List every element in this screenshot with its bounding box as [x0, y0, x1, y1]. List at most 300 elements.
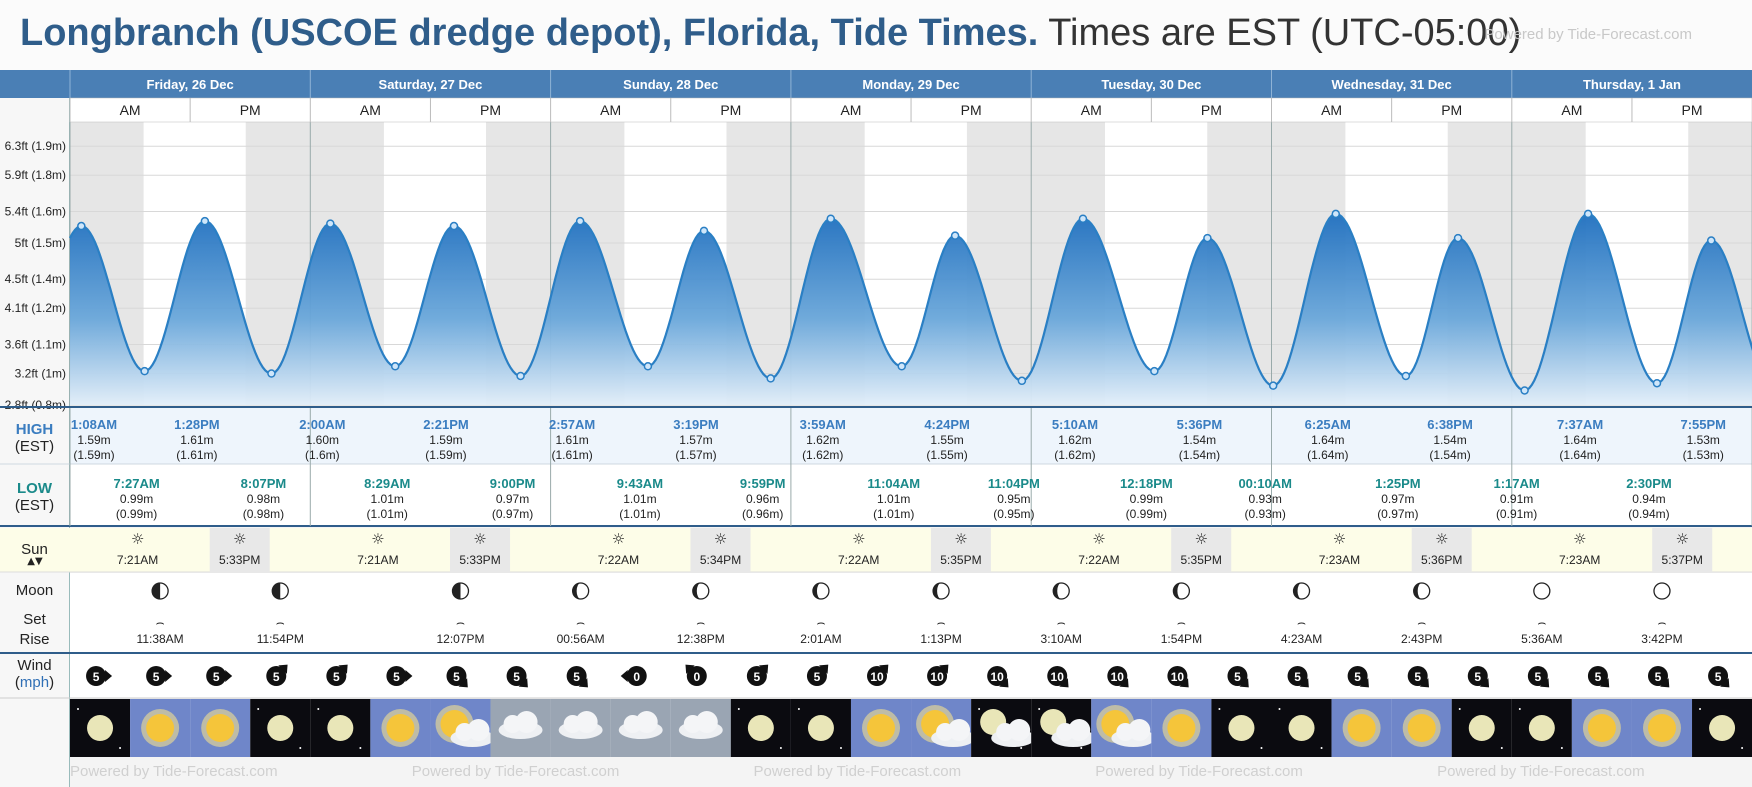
low-height-alt: (0.96m)	[742, 507, 784, 521]
sun-disc	[1648, 714, 1676, 742]
low-row-sublabel: (EST)	[14, 497, 55, 514]
low-height: 0.93m	[1248, 492, 1282, 506]
title-timezone: Times are EST (UTC-05:00)	[1048, 12, 1522, 54]
low-height: 1.01m	[623, 492, 657, 506]
watermark-text-2: Powered by Tide-Forecast.com	[411, 763, 620, 780]
high-time: 3:19PM	[673, 417, 719, 432]
star	[317, 708, 319, 710]
sunset-icon: ☼	[954, 530, 968, 548]
low-tide-point	[1018, 377, 1025, 384]
weather-icon-cloud	[491, 699, 551, 757]
star	[1038, 708, 1040, 710]
high-tide-point	[1708, 237, 1715, 244]
low-tide-point	[1402, 372, 1409, 379]
y-tick-label: 4.5ft (1.4m)	[4, 272, 66, 287]
wind-speed: 5	[573, 670, 580, 684]
weather-icon-sun	[130, 699, 190, 757]
weather-icon-moon	[250, 699, 310, 757]
ampm-label: PM	[480, 102, 502, 118]
low-time: 9:43AM	[616, 476, 664, 491]
moon-phase-icon	[933, 583, 949, 599]
weather-icon-moon	[731, 699, 791, 757]
star	[1020, 747, 1022, 749]
sun-disc	[1167, 714, 1195, 742]
low-tide-point	[392, 363, 399, 370]
low-tide-point	[1521, 387, 1528, 394]
ampm-label: AM	[600, 102, 622, 118]
weather-icon-cloud	[671, 699, 731, 757]
high-height-alt: (1.61m)	[551, 448, 593, 462]
ampm-label: PM	[960, 102, 982, 118]
weather-icon-sun-cloud	[911, 699, 975, 757]
high-time: 5:10AM	[1051, 417, 1099, 432]
cloud-puff	[636, 711, 658, 733]
sunrise-time: 7:22AM	[1078, 553, 1120, 567]
cloud-puff	[467, 719, 489, 741]
star	[1261, 747, 1263, 749]
wind-speed: 10	[930, 670, 944, 684]
sunset-time: 5:33PM	[219, 553, 261, 567]
moon-phase-icon	[1534, 583, 1550, 599]
weather-icon-cloud	[551, 699, 611, 757]
high-height: 1.59m	[429, 433, 463, 447]
star	[1459, 708, 1461, 710]
moon-disc	[808, 715, 834, 741]
sun-disc	[1408, 714, 1436, 742]
high-time: 2:00AM	[299, 417, 346, 432]
high-height: 1.57m	[679, 433, 713, 447]
watermark-text-1: Powered by Tide-Forecast.com	[70, 763, 278, 780]
low-height-alt: (0.95m)	[993, 507, 1035, 521]
day-label: Monday, 29 Dec	[862, 77, 960, 92]
cloud-puff	[516, 711, 538, 733]
sunset-icon: ☼	[1194, 530, 1208, 548]
high-tide-point	[577, 218, 584, 225]
star	[1080, 747, 1082, 749]
low-height-alt: (1.01m)	[366, 507, 408, 521]
low-tide-point	[767, 375, 774, 382]
moonrise-time: 12:07PM	[436, 632, 485, 646]
ampm-label: AM	[1561, 102, 1583, 118]
high-time: 1:28PM	[174, 417, 220, 432]
sunrise-icon: ☼	[130, 530, 145, 548]
moonrise-time: 4:23AM	[1280, 632, 1323, 646]
low-height: 0.95m	[997, 492, 1031, 506]
high-time: 1:08AM	[70, 417, 118, 432]
high-height-alt: (1.57m)	[675, 448, 717, 462]
weather-icon-sun-cloud	[1091, 699, 1155, 757]
low-time: 11:04PM	[987, 476, 1040, 491]
ampm-label: PM	[720, 102, 742, 118]
day-label: Thursday, 1 Jan	[1582, 77, 1681, 92]
moon-disc	[327, 715, 353, 741]
star	[840, 747, 842, 749]
moon-disc	[1534, 583, 1550, 599]
moon-disc	[748, 715, 774, 741]
star	[1321, 747, 1323, 749]
star	[1561, 747, 1563, 749]
weather-icon-moon-cloud	[1031, 699, 1095, 757]
ampm-label: AM	[840, 102, 862, 118]
wind-speed: 5	[393, 670, 400, 684]
watermark-text-5: Powered by Tide-Forecast.com	[1437, 763, 1645, 780]
cloud-puff	[696, 711, 718, 733]
low-height: 0.99m	[1129, 492, 1164, 506]
moonrise-time: 11:54PM	[256, 632, 304, 646]
high-tide-point	[1079, 215, 1086, 222]
sunrise-icon: ☼	[1572, 530, 1587, 548]
y-tick-label: 2.8ft (0.8m)	[4, 398, 66, 412]
high-height-alt: (1.6m)	[304, 448, 340, 462]
low-time: 7:27AM	[113, 476, 160, 491]
y-tick-label: 6.3ft (1.9m)	[4, 139, 66, 154]
high-height-alt: (1.55m)	[926, 448, 968, 462]
high-height-alt: (1.53m)	[1682, 448, 1724, 462]
sunrise-time: 7:21AM	[357, 553, 399, 567]
tide-chart	[0, 70, 1752, 763]
weather-icon-sun	[1572, 699, 1632, 757]
weather-icon-moon	[1692, 699, 1752, 757]
low-time: 9:00PM	[489, 476, 536, 491]
sunrise-icon: ☼	[851, 530, 866, 548]
low-time: 8:29AM	[364, 476, 411, 491]
star	[119, 747, 121, 749]
low-height-alt: (0.97m)	[1377, 507, 1419, 521]
weather-icon-moon	[1272, 699, 1332, 757]
wind-speed: 5	[1354, 670, 1361, 684]
low-height-alt: (0.98m)	[242, 507, 285, 521]
cloud-puff	[1068, 719, 1090, 741]
star	[77, 708, 79, 710]
y-tick-label: 3.2ft (1m)	[14, 366, 66, 381]
moon-row-bg	[70, 573, 1752, 653]
high-height: 1.54m	[1433, 433, 1467, 447]
high-height-alt: (1.64m)	[1307, 448, 1349, 462]
moonrise-time: 2:01AM	[800, 632, 842, 646]
high-tide-point	[1455, 235, 1462, 242]
weather-icon-moon	[70, 699, 130, 757]
wind-speed: 5	[1714, 670, 1722, 684]
ampm-label: AM	[1321, 102, 1343, 118]
wind-speed: 5	[92, 670, 100, 684]
low-height: 1.01m	[370, 492, 404, 506]
weather-icon-moon	[1512, 699, 1572, 757]
low-tide-point	[644, 363, 651, 370]
high-tide-point	[450, 223, 457, 230]
high-height-alt: (1.59m)	[73, 448, 115, 462]
low-height: 0.98m	[246, 492, 281, 506]
low-time: 11:04AM	[867, 476, 921, 491]
star	[1741, 747, 1743, 749]
sun-disc	[867, 714, 895, 742]
cloud-puff	[948, 719, 970, 741]
high-height-alt: (1.62m)	[802, 448, 844, 462]
wind-speed: 10	[1050, 670, 1064, 684]
wind-row-label: Wind	[17, 657, 52, 674]
sun-disc	[386, 714, 414, 742]
high-time: 7:55PM	[1680, 417, 1727, 432]
moonrise-icon: ⌢	[1176, 615, 1186, 631]
moon-phase-icon	[1173, 583, 1189, 599]
sunset-icon: ☼	[1675, 530, 1689, 548]
low-height: 0.97m	[1381, 492, 1415, 506]
star	[299, 747, 301, 749]
header	[0, 0, 1752, 70]
moonrise-time: 5:36AM	[1521, 632, 1563, 646]
wind-speed: 10	[1170, 670, 1185, 684]
star	[1218, 708, 1220, 710]
moon-disc	[1289, 715, 1315, 741]
weather-icon-sun	[851, 699, 911, 757]
high-height: 1.62m	[1058, 433, 1092, 447]
day-label: Tuesday, 30 Dec	[1101, 77, 1202, 92]
moonrise-icon: ⌢	[1537, 615, 1547, 631]
ampm-label: PM	[1681, 102, 1703, 118]
low-time: 00:10AM	[1238, 476, 1292, 491]
day-label: Saturday, 27 Dec	[378, 77, 483, 92]
sunset-time: 5:33PM	[459, 553, 501, 567]
wind-speed: 5	[813, 670, 821, 684]
weather-icon-sun	[370, 699, 430, 757]
moonrise-icon: ⌢	[1296, 615, 1307, 631]
moon-phase-icon	[152, 583, 168, 599]
moonrise-time: 11:38AM	[136, 632, 184, 646]
low-height: 0.94m	[1632, 492, 1666, 506]
low-time: 9:59PM	[739, 476, 786, 491]
high-time: 4:24PM	[924, 417, 970, 432]
wind-speed: 10	[990, 670, 1004, 684]
moonrise-time: 00:56AM	[556, 632, 605, 646]
weather-icon-sun	[190, 699, 250, 757]
ampm-label: PM	[1200, 102, 1222, 118]
star	[1699, 708, 1701, 710]
low-tide-point	[141, 368, 148, 375]
wind-speed: 5	[753, 670, 761, 684]
moon-disc	[267, 715, 293, 741]
ampm-label: AM	[1080, 102, 1102, 118]
weather-icon-sun	[1151, 699, 1211, 757]
low-time: 12:18PM	[1119, 476, 1173, 491]
watermark-text-4: Powered by Tide-Forecast.com	[1095, 763, 1303, 780]
sunrise-time: 7:23AM	[1559, 553, 1601, 567]
low-height-alt: (1.01m)	[619, 507, 661, 521]
low-height-alt: (0.94m)	[1628, 507, 1670, 521]
sunrise-time: 7:22AM	[838, 553, 880, 567]
day-label: Wednesday, 31 Dec	[1331, 77, 1452, 92]
moon-phase-icon	[1053, 583, 1069, 599]
weather-icon-sun	[1332, 699, 1392, 757]
moon-phase-icon	[272, 583, 288, 599]
wind-speed: 5	[453, 670, 460, 684]
weather-icon-cloud	[611, 699, 671, 757]
sunset-time: 5:34PM	[699, 553, 742, 567]
star	[738, 708, 740, 710]
moonrise-icon: ⌢	[576, 615, 586, 631]
y-tick-label: 5.9ft (1.8m)	[4, 168, 66, 183]
sunset-icon: ☼	[232, 530, 247, 548]
moon-disc	[1529, 715, 1555, 741]
day-label: Sunday, 28 Dec	[623, 77, 719, 92]
wind-speed: 5	[272, 670, 280, 684]
moonrise-icon: ⌢	[275, 615, 285, 631]
moon-rise-label: Rise	[19, 631, 50, 648]
wind-speed: 5	[1294, 670, 1301, 684]
sunset-icon: ☼	[473, 530, 487, 548]
moonrise-icon: ⌢	[1056, 615, 1066, 631]
high-time: 7:37AM	[1556, 417, 1604, 432]
low-tide-point	[268, 370, 275, 377]
sun-toggle-icon: ▲▼	[27, 556, 43, 567]
star	[978, 708, 980, 710]
wind-unit-link[interactable]: mph	[19, 674, 50, 691]
high-height-alt: (1.61m)	[176, 448, 218, 462]
low-height: 0.91m	[1499, 492, 1534, 506]
high-height: 1.62m	[806, 433, 840, 447]
moonrise-icon: ⌢	[696, 615, 706, 631]
high-tide-point	[1332, 210, 1339, 217]
high-time: 2:21PM	[423, 417, 469, 432]
wind-speed: 5	[1654, 670, 1662, 684]
sunrise-time: 7:23AM	[1318, 553, 1361, 567]
high-height: 1.64m	[1563, 433, 1597, 447]
low-height-alt: (0.99m)	[1125, 507, 1168, 521]
low-height: 0.96m	[745, 492, 780, 506]
high-tide-point	[700, 227, 707, 234]
moon-phase-icon	[1294, 583, 1310, 599]
moon-phase-icon	[573, 583, 589, 599]
cloud-puff	[1008, 719, 1030, 741]
wind-row-bg	[70, 654, 1752, 698]
moonrise-time: 3:10AM	[1040, 632, 1082, 646]
moonrise-time: 1:13PM	[920, 632, 962, 646]
low-height: 0.97m	[495, 492, 530, 506]
day-label: Friday, 26 Dec	[146, 77, 234, 92]
moon-phase-icon	[452, 583, 468, 599]
wind-speed: 5	[513, 670, 520, 684]
weather-icon-sun	[1392, 699, 1452, 757]
moon-row-label: Moon	[15, 582, 54, 599]
sun-disc	[206, 714, 234, 742]
high-height: 1.64m	[1311, 433, 1345, 447]
high-height: 1.54m	[1182, 433, 1217, 447]
star	[359, 747, 361, 749]
moon-phase-icon	[813, 583, 829, 599]
ampm-label: AM	[119, 102, 141, 118]
low-height: 0.99m	[119, 492, 154, 506]
low-height-alt: (0.91m)	[1495, 507, 1538, 521]
wind-speed: 5	[1594, 670, 1602, 684]
wind-speed: 5	[1534, 670, 1542, 684]
sunset-time: 5:36PM	[1421, 553, 1463, 567]
high-height: 1.61m	[555, 433, 589, 447]
high-height-alt: (1.64m)	[1559, 448, 1601, 462]
wind-unit-label: (mph)	[14, 674, 55, 691]
weather-icon-sun-cloud	[430, 699, 494, 757]
y-tick-label: 3.6ft (1.1m)	[4, 337, 66, 352]
moon-disc	[1228, 715, 1254, 741]
wind-speed: 5	[1414, 670, 1422, 684]
moon-disc	[1709, 715, 1735, 741]
high-height-alt: (1.59m)	[425, 448, 467, 462]
low-tide-point	[1270, 382, 1277, 389]
high-time: 6:38PM	[1427, 417, 1473, 432]
star	[1501, 747, 1503, 749]
moon-disc	[1469, 715, 1495, 741]
high-time: 3:59AM	[799, 417, 846, 432]
moonrise-time: 3:42PM	[1641, 632, 1683, 646]
high-height-alt: (1.54m)	[1429, 448, 1471, 462]
weather-icon-moon	[1211, 699, 1271, 757]
page-title	[20, 12, 1521, 55]
cloud-puff	[1128, 719, 1150, 741]
y-tick-label: 5.4ft (1.6m)	[4, 204, 66, 219]
sunset-time: 5:35PM	[940, 553, 982, 567]
high-time: 6:25AM	[1304, 417, 1351, 432]
sunrise-time: 7:22AM	[597, 553, 640, 567]
star	[257, 708, 259, 710]
wind-speed: 0	[633, 670, 641, 684]
sunset-time: 5:37PM	[1661, 553, 1703, 567]
weather-icon-moon	[310, 699, 370, 757]
sunrise-icon: ☼	[1332, 530, 1347, 548]
sunset-icon: ☼	[1434, 530, 1449, 548]
weather-icon-moon-cloud	[971, 699, 1035, 757]
sunrise-icon: ☼	[611, 530, 626, 548]
watermark-text-3: Powered by Tide-Forecast.com	[753, 763, 962, 780]
wind-speed: 5	[1234, 670, 1241, 684]
high-time: 2:57AM	[549, 417, 596, 432]
sun-disc	[146, 714, 174, 742]
ampm-label: AM	[359, 102, 381, 118]
moon-phase-icon	[1414, 583, 1430, 599]
moonrise-time: 2:43PM	[1401, 632, 1443, 646]
title-location: Longbranch (USCOE dredge depot), Florida, Tide Times.	[20, 12, 1039, 54]
low-tide-point	[1653, 380, 1660, 387]
weather-icon-moon	[1452, 699, 1512, 757]
watermark-top: Powered by Tide-Forecast.com	[1484, 26, 1692, 43]
sun-disc	[1348, 714, 1376, 742]
moonrise-icon: ⌢	[455, 615, 466, 631]
high-tide-point	[201, 218, 208, 225]
high-row-label: HIGH	[15, 421, 54, 438]
high-height-alt: (1.62m)	[1054, 448, 1096, 462]
low-row-label: LOW	[17, 480, 52, 497]
low-height: 1.01m	[877, 492, 911, 506]
high-height: 1.60m	[305, 433, 340, 447]
high-tide-point	[327, 220, 334, 227]
sunset-time: 5:35PM	[1180, 553, 1222, 567]
star	[798, 708, 800, 710]
high-row-sublabel: (EST)	[14, 438, 55, 455]
moonrise-icon: ⌢	[1657, 615, 1667, 631]
moon-disc	[87, 715, 113, 741]
ampm-label: PM	[239, 102, 261, 118]
low-time: 8:07PM	[240, 476, 287, 491]
high-tide-point	[1204, 235, 1211, 242]
wind-speed: 5	[1474, 670, 1482, 684]
sunset-icon: ☼	[713, 530, 728, 548]
moon-set-label: Set	[23, 611, 46, 628]
star	[1519, 708, 1521, 710]
ampm-label: PM	[1441, 102, 1463, 118]
high-height: 1.55m	[930, 433, 964, 447]
high-tide-point	[1585, 210, 1592, 217]
sun-disc	[1588, 714, 1616, 742]
cloud-puff	[576, 711, 598, 733]
low-time: 1:17AM	[1493, 476, 1540, 491]
high-tide-point	[78, 223, 85, 230]
star	[1279, 708, 1281, 710]
